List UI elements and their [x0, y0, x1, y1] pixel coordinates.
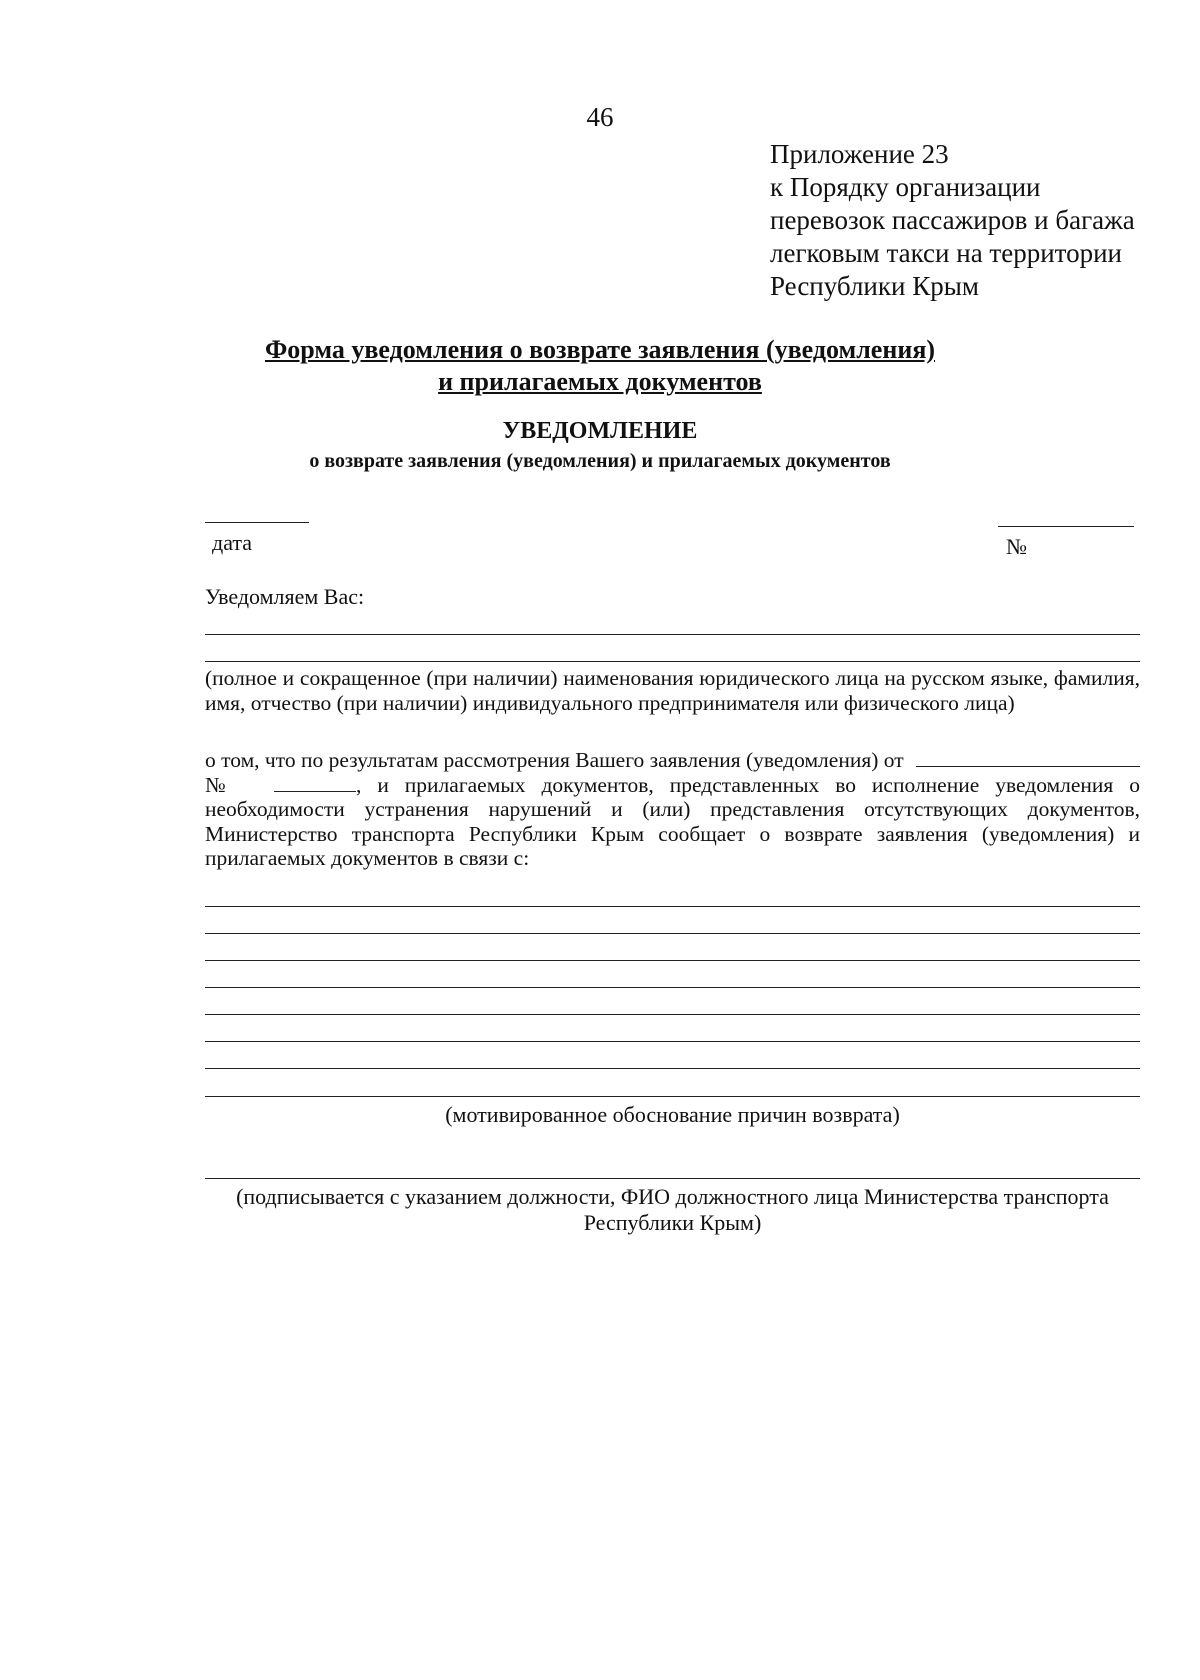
page-number: 46 — [586, 102, 614, 132]
signature-caption: (подписывается с указанием должности, ФИО должностного лица Министерства транспорта Республики Крым) — [236, 1184, 1109, 1235]
main-paragraph — [205, 748, 1140, 871]
number-fill-line — [274, 775, 356, 792]
paragraph-part2: , и прилагаемых документов, представленных во исполнение уведомления о необходимости устранения нарушений и (или) представления отсутствующих документов, Министерство транспорта Республики Крым сообщает о возврате заявления (уведомления) и прилагаемых документов в связи с: — [205, 772, 1140, 870]
reason-line — [205, 906, 1140, 907]
paragraph-part1: о том, что по результатам рассмотрения Вашего заявления (уведомления) от — [205, 748, 904, 772]
appendix-line: легковым такси на территории — [770, 238, 1123, 268]
reason-line — [205, 1041, 1140, 1042]
form-title-line: и прилагаемых документов — [438, 367, 762, 396]
reason-line — [205, 987, 1140, 988]
number-label: № — [1006, 534, 1027, 559]
greeting: Уведомляем Вас: — [205, 584, 365, 609]
reason-caption: (мотивированное обоснование причин возврата) — [445, 1102, 900, 1127]
appendix-line: Приложение 23 — [770, 139, 949, 169]
form-title-line: Форма уведомления о возврате заявления (уведомления) — [264, 335, 936, 364]
appendix-line: перевозок пассажиров и багажа — [770, 205, 1135, 235]
number-line — [998, 526, 1134, 527]
date-line — [205, 522, 309, 523]
date-fill-line — [916, 748, 1140, 767]
reason-line — [205, 960, 1140, 961]
recipient-line — [205, 661, 1140, 662]
appendix-line: к Порядку организации — [770, 172, 1041, 202]
recipient-line — [205, 634, 1140, 635]
notice-subheading: о возврате заявления (уведомления) и прилагаемых документов — [309, 450, 891, 472]
appendix-block — [770, 138, 1135, 303]
reason-line — [205, 933, 1140, 934]
paragraph-number-sign: № — [205, 772, 237, 797]
reason-line — [205, 1014, 1140, 1015]
form-title — [0, 334, 1200, 398]
reason-line — [205, 1068, 1140, 1069]
paragraph-first-line — [205, 748, 1140, 773]
name-caption: (полное и сокращенное (при наличии) наименования юридического лица на русском языке, фамилия, имя, отчество (при наличии) индивидуального предпринимателя или физического лица) — [205, 666, 1140, 715]
date-label: дата — [212, 530, 253, 555]
appendix-line: Республики Крым — [770, 271, 979, 301]
signature-line — [205, 1178, 1140, 1179]
notice-heading: УВЕДОМЛЕНИЕ — [502, 418, 698, 444]
paragraph-rest — [205, 773, 1140, 871]
reason-line — [205, 1096, 1140, 1097]
